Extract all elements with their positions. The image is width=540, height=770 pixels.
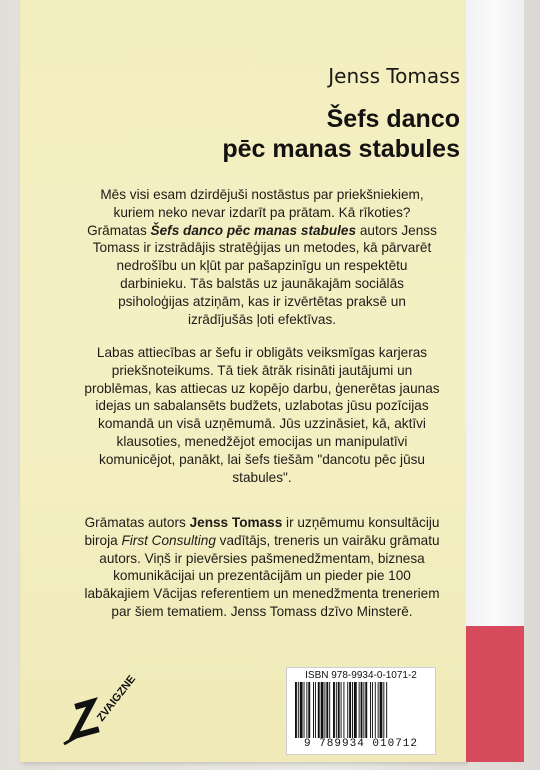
p1-text-after: autors Jenss Tomass ir izstrādājis stratēģijas un metodes, kā pārvarēt nedrošību un kļūt par pašapzinīgu un respektētu darbinieku. Tās balstās uz jaunākajām sociālās psiholoģijas atziņām, kas ir izvērtētas praksē un izrādījušās ļoti efektīvas. bbox=[92, 222, 437, 327]
barcode-bar bbox=[380, 682, 383, 738]
barcode-bar bbox=[313, 682, 314, 738]
barcode-bar bbox=[318, 682, 320, 738]
barcode-bar bbox=[359, 682, 360, 738]
barcode-bar bbox=[372, 682, 373, 738]
publisher-logo bbox=[44, 640, 184, 760]
barcode-bar bbox=[338, 682, 340, 738]
barcode-bars bbox=[293, 682, 429, 738]
blurb-paragraph-2: Labas attiecības ar šefu ir obligāts veiksmīgas karjeras priekšnoteikums. Tā tiek ātrāk risināti jautājumi un problēmas, kas attiecas uz kopējo darbu, ģenerētas jaunas idejas un sabalansēts budžets, uzlabotas jūsu pozīcijas komandā un visā uzņēmumā. Jūs uzzināsiet, kā, aktīvi klausoties, menedžējot emocijas un manipulatīvi komunicējot, panākt, lai šefs tiešām "dancotu pēc jūsu stabules". bbox=[84, 345, 440, 485]
barcode-bar bbox=[308, 682, 310, 738]
book-spine-red bbox=[466, 626, 524, 762]
p3-text-after: vadītājs, treneris un vairāku grāmatu autors. Viņš ir pievērsies pašmenedžmentam, biznesa komunikācijai un prezentācijām un pieder pie 100 labākajiem Vācijas referentiem un menedžmenta treneriem par šiem tematiem. Jenss Tomass dzīvo Minsterē. bbox=[84, 532, 440, 619]
barcode-bar bbox=[324, 682, 325, 738]
title-line-1: Šefs danco bbox=[326, 105, 460, 133]
p3-text-mid: ir uzņēmumu konsultāciju biroja bbox=[84, 515, 440, 548]
p3-text-before: Grāmatas autors bbox=[84, 515, 190, 530]
barcode-bar bbox=[378, 682, 379, 738]
p1-text-before: Mēs visi esam dzirdējuši nostāstus par priekšniekiem, kuriem neko nevar izdarīt pa prātam. Kā rīkoties? Grāmatas bbox=[87, 187, 424, 238]
p3-company-italic: First Consulting bbox=[121, 532, 216, 548]
p3-author-bold: Jenss Tomass bbox=[189, 515, 283, 530]
barcode-bar bbox=[365, 682, 367, 738]
barcode-bar bbox=[306, 682, 307, 738]
book-spine-white bbox=[466, 0, 524, 626]
barcode-bar bbox=[383, 682, 384, 738]
isbn-number: ISBN 978-9934-0-1071-2 bbox=[305, 670, 417, 681]
barcode-bar bbox=[295, 682, 297, 738]
barcode-bar bbox=[333, 682, 335, 738]
barcode-bar bbox=[336, 682, 337, 738]
publisher-logo-mark bbox=[64, 702, 96, 744]
publisher-logo-text: ZVAIGZNE bbox=[94, 673, 139, 724]
barcode-bar bbox=[315, 682, 316, 738]
barcode-bar bbox=[361, 682, 363, 738]
barcode-bar bbox=[329, 682, 330, 738]
barcode-bar bbox=[349, 682, 351, 738]
barcode-digits: 9 789934 010712 bbox=[303, 738, 419, 750]
barcode-bar bbox=[298, 682, 299, 738]
barcode-bar bbox=[300, 682, 303, 738]
barcode-bar bbox=[363, 682, 364, 738]
barcode-label bbox=[286, 667, 436, 755]
author-bio-paragraph bbox=[84, 514, 440, 621]
book-title bbox=[222, 104, 460, 164]
blurb-paragraph-1 bbox=[84, 186, 440, 328]
title-line-2: pēc manas stabules bbox=[222, 135, 460, 163]
barcode-bar bbox=[375, 682, 376, 738]
barcode-bar bbox=[304, 682, 305, 738]
p1-title-reference: Šefs danco pēc manas stabules bbox=[150, 222, 357, 238]
barcode-bar bbox=[386, 682, 387, 738]
barcode-bar bbox=[352, 682, 353, 738]
barcode-bar bbox=[343, 682, 344, 738]
barcode-bar bbox=[321, 682, 324, 738]
author-name: Jenss Tomass bbox=[328, 64, 460, 88]
barcode-bar bbox=[326, 682, 328, 738]
barcode-bar bbox=[347, 682, 348, 738]
barcode-bar bbox=[354, 682, 357, 738]
barcode-bar bbox=[370, 682, 371, 738]
barcode-bar bbox=[341, 682, 342, 738]
